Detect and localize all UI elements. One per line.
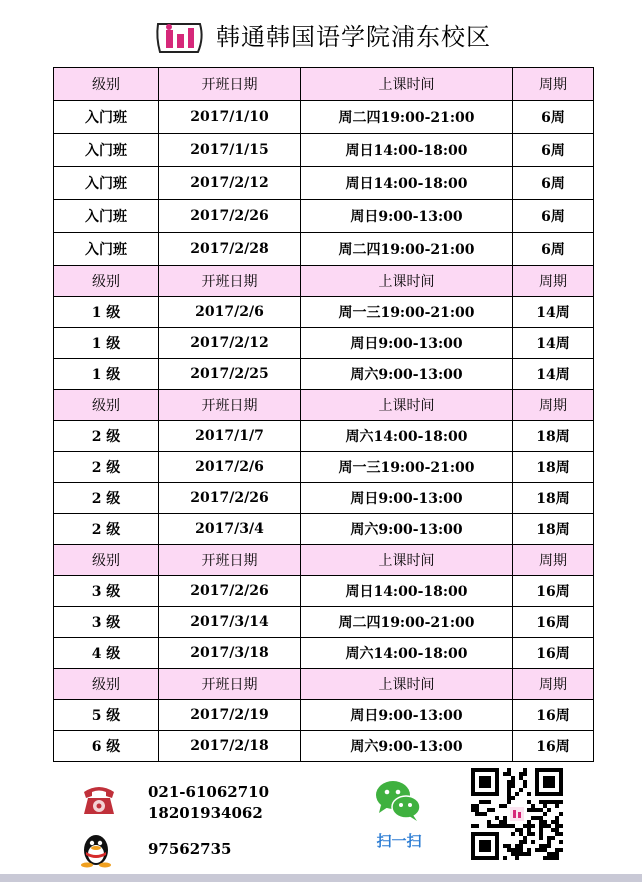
level-cell: 入门班 [54, 233, 159, 266]
qr-code [471, 768, 563, 860]
column-header: 级别 [54, 669, 159, 700]
duration-cell: 14周 [513, 297, 594, 328]
level-cell: 6 级 [54, 731, 159, 762]
scan-label: 扫一扫 [376, 832, 422, 850]
table-row [54, 328, 594, 359]
start-date-cell: 2017/1/15 [159, 134, 301, 167]
table-header-row [54, 266, 594, 297]
duration-cell: 6周 [513, 200, 594, 233]
level-cell: 1 级 [54, 328, 159, 359]
level-cell: 入门班 [54, 200, 159, 233]
class-time-cell: 周二四19:00-21:00 [301, 607, 513, 638]
bottom-bar [0, 874, 642, 882]
column-header: 开班日期 [159, 669, 301, 700]
column-header: 周期 [513, 266, 594, 297]
duration-cell: 16周 [513, 700, 594, 731]
table-row [54, 101, 594, 134]
table-row [54, 134, 594, 167]
duration-cell: 18周 [513, 421, 594, 452]
start-date-cell: 2017/1/7 [159, 421, 301, 452]
table-row [54, 421, 594, 452]
level-cell: 2 级 [54, 514, 159, 545]
column-header: 上课时间 [301, 545, 513, 576]
page-header [0, 14, 642, 60]
level-cell: 2 级 [54, 421, 159, 452]
start-date-cell: 2017/3/18 [159, 638, 301, 669]
duration-cell: 16周 [513, 607, 594, 638]
wechat-icon [373, 778, 423, 824]
column-header: 周期 [513, 669, 594, 700]
duration-cell: 18周 [513, 452, 594, 483]
qq-number: 97562735 [148, 840, 232, 858]
column-header: 开班日期 [159, 266, 301, 297]
start-date-cell: 2017/3/4 [159, 514, 301, 545]
duration-cell: 16周 [513, 638, 594, 669]
start-date-cell: 2017/2/26 [159, 200, 301, 233]
column-header: 上课时间 [301, 68, 513, 101]
class-time-cell: 周六14:00-18:00 [301, 638, 513, 669]
class-time-cell: 周日14:00-18:00 [301, 134, 513, 167]
table-header-row [54, 669, 594, 700]
class-time-cell: 周六14:00-18:00 [301, 421, 513, 452]
table-row [54, 297, 594, 328]
level-cell: 1 级 [54, 297, 159, 328]
duration-cell: 14周 [513, 359, 594, 390]
start-date-cell: 2017/2/19 [159, 700, 301, 731]
table-header-row [54, 390, 594, 421]
class-time-cell: 周二四19:00-21:00 [301, 101, 513, 134]
duration-cell: 6周 [513, 101, 594, 134]
class-time-cell: 周日9:00-13:00 [301, 483, 513, 514]
level-cell: 入门班 [54, 101, 159, 134]
column-header: 开班日期 [159, 545, 301, 576]
class-time-cell: 周日14:00-18:00 [301, 576, 513, 607]
phone-number-landline: 021-61062710 [148, 783, 270, 801]
table-row [54, 700, 594, 731]
class-time-cell: 周六9:00-13:00 [301, 514, 513, 545]
class-time-cell: 周六9:00-13:00 [301, 731, 513, 762]
table-row [54, 638, 594, 669]
duration-cell: 18周 [513, 514, 594, 545]
table-header-row [54, 68, 594, 101]
start-date-cell: 2017/2/28 [159, 233, 301, 266]
start-date-cell: 2017/1/10 [159, 101, 301, 134]
level-cell: 入门班 [54, 134, 159, 167]
column-header: 开班日期 [159, 68, 301, 101]
level-cell: 5 级 [54, 700, 159, 731]
column-header: 上课时间 [301, 266, 513, 297]
qq-penguin-icon [74, 832, 118, 868]
page-title: 韩通韩国语学院浦东校区 [216, 23, 491, 51]
column-header: 上课时间 [301, 669, 513, 700]
contact-footer [0, 762, 642, 872]
start-date-cell: 2017/2/26 [159, 576, 301, 607]
duration-cell: 16周 [513, 731, 594, 762]
table-row [54, 483, 594, 514]
level-cell: 入门班 [54, 167, 159, 200]
duration-cell: 14周 [513, 328, 594, 359]
class-time-cell: 周二四19:00-21:00 [301, 233, 513, 266]
duration-cell: 18周 [513, 483, 594, 514]
level-cell: 2 级 [54, 483, 159, 514]
table-row [54, 514, 594, 545]
start-date-cell: 2017/2/25 [159, 359, 301, 390]
column-header: 周期 [513, 68, 594, 101]
class-schedule-table [53, 67, 594, 762]
column-header: 上课时间 [301, 390, 513, 421]
level-cell: 4 级 [54, 638, 159, 669]
table-row [54, 200, 594, 233]
table-header-row [54, 545, 594, 576]
start-date-cell: 2017/2/6 [159, 452, 301, 483]
start-date-cell: 2017/3/14 [159, 607, 301, 638]
start-date-cell: 2017/2/12 [159, 328, 301, 359]
phone-number-mobile: 18201934062 [148, 804, 263, 822]
column-header: 级别 [54, 266, 159, 297]
start-date-cell: 2017/2/12 [159, 167, 301, 200]
table-row [54, 452, 594, 483]
class-time-cell: 周日9:00-13:00 [301, 200, 513, 233]
start-date-cell: 2017/2/18 [159, 731, 301, 762]
duration-cell: 6周 [513, 233, 594, 266]
table-row [54, 731, 594, 762]
hanton-logo-icon [154, 20, 206, 56]
start-date-cell: 2017/2/6 [159, 297, 301, 328]
class-time-cell: 周日9:00-13:00 [301, 700, 513, 731]
level-cell: 3 级 [54, 576, 159, 607]
class-time-cell: 周日9:00-13:00 [301, 328, 513, 359]
table-row [54, 359, 594, 390]
column-header: 级别 [54, 545, 159, 576]
table-row [54, 233, 594, 266]
class-time-cell: 周一三19:00-21:00 [301, 297, 513, 328]
table-row [54, 576, 594, 607]
column-header: 级别 [54, 390, 159, 421]
class-time-cell: 周六9:00-13:00 [301, 359, 513, 390]
table-row [54, 167, 594, 200]
telephone-icon [80, 782, 118, 818]
column-header: 周期 [513, 390, 594, 421]
level-cell: 1 级 [54, 359, 159, 390]
duration-cell: 6周 [513, 167, 594, 200]
level-cell: 2 级 [54, 452, 159, 483]
column-header: 级别 [54, 68, 159, 101]
level-cell: 3 级 [54, 607, 159, 638]
duration-cell: 16周 [513, 576, 594, 607]
class-time-cell: 周日14:00-18:00 [301, 167, 513, 200]
column-header: 开班日期 [159, 390, 301, 421]
duration-cell: 6周 [513, 134, 594, 167]
table-row [54, 607, 594, 638]
column-header: 周期 [513, 545, 594, 576]
start-date-cell: 2017/2/26 [159, 483, 301, 514]
class-time-cell: 周一三19:00-21:00 [301, 452, 513, 483]
